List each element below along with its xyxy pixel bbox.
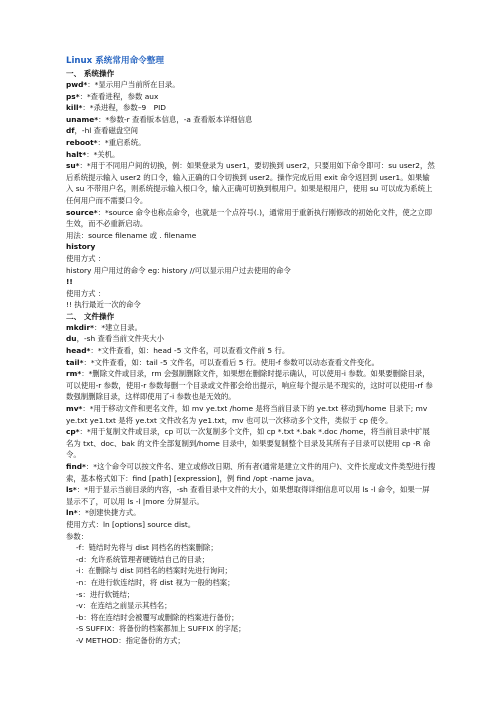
command-name: cp* xyxy=(66,427,80,437)
entry-df xyxy=(66,125,436,137)
command-desc: ，-hl 查看磁盘空间 xyxy=(74,126,139,136)
command-desc: ：*用于复制文件或目录，cp 可以一次复制多个文件，如 cp *.txt *.bak *.doc /home，将当前目录中扩展名为 txt、doc、bak 的文件全部复制到/home 目录中，如果要复制整个目录及其所有子目录可以使用 cp -R 命令。 xyxy=(66,427,431,460)
command-name: rm* xyxy=(66,369,82,379)
entry-pwd xyxy=(66,79,436,91)
param-item: -b：将在连结时会被覆写或删除的档案进行备份； xyxy=(76,612,239,622)
entry-tail xyxy=(66,357,436,369)
entry-cp xyxy=(66,426,436,461)
command-name: pwd* xyxy=(66,80,88,89)
history-usage-label: 使用方式 ： xyxy=(66,253,106,263)
entry-source xyxy=(66,207,436,230)
entry-du xyxy=(66,333,436,345)
entry-ln xyxy=(66,507,436,519)
source-usage: 用法：source filename 或 . filename xyxy=(66,230,197,240)
command-name: reboot* xyxy=(66,137,98,147)
entry-head xyxy=(66,345,436,357)
entry-halt xyxy=(66,149,436,161)
command-desc: ：*删除文件或目录，rm 会强制删除文件，如果想在删除时提示确认，可以使用-i 参数。如果要删除目录，可以使用-r 参数，使用-r 参数每删一个目录或文件都会给出提示，响应每个提示是不现实的，这时可以使用-rf 参数强制删除目录，这样即使用了-i 参数也是无效的。 xyxy=(66,369,433,402)
entry-rm xyxy=(66,368,436,403)
command-desc: ：*用于移动文件和更名文件，如 mv ye.txt /home 是将当前目录下的 ye.txt 移动到/home 目录下; mv ye.txt ye1.txt 是将 ye.txt 文件改名为 ye1.txt，mv 也可以一次移动多个文件，类似于 cp 使令。 xyxy=(66,404,428,425)
command-desc: ：*查看进程，参数 aux xyxy=(79,91,159,101)
command-desc: ：*参数-r 查看版本信息，-a 查看版本详细信息 xyxy=(98,114,253,124)
params-label: 参数： xyxy=(66,531,89,541)
command-name: ln* xyxy=(66,508,78,518)
command-desc: ：*文件查看，如：tail -5 文件名，可以查看后 5 行。使用-f 参数可以动态查看文件变化。 xyxy=(83,357,380,367)
entry-kill xyxy=(66,102,436,114)
param-item: -i：在删除与 dist 同档名的档案时先进行询问； xyxy=(76,566,232,576)
command-name: halt* xyxy=(66,149,87,159)
param-item: -v：在连结之前显示其档名； xyxy=(76,601,172,611)
ln-usage: 使用方式：ln [options] source dist。 xyxy=(66,519,196,529)
command-desc: ：*文件查看，如：head -5 文件名，可以查看文件前 5 行。 xyxy=(90,346,290,356)
history-usage: history 用户用过的命令 eg: history //可以显示用户过去使用的命令 xyxy=(66,265,291,275)
command-name: du xyxy=(66,334,77,344)
command-name: head* xyxy=(66,346,91,356)
entry-ps xyxy=(66,91,436,103)
command-desc: ：*用于显示当前目录的内容，-sh 查看目录中文件的大小，如果想取得详细信息可以用 ls -l 命令，如果一屏显示不了，可以用 ls -l |more 分屏显示。 xyxy=(66,485,430,506)
command-name: kill* xyxy=(66,103,83,113)
command-name: source* xyxy=(66,207,98,217)
bang-usage-label: 使用方式 ： xyxy=(66,288,106,298)
command-bang: !! xyxy=(66,277,73,287)
command-desc: ，-sh 查看当前文件夹大小 xyxy=(76,334,165,344)
command-name: ps* xyxy=(66,91,80,101)
command-name: find* xyxy=(66,462,86,471)
entry-su xyxy=(66,160,436,206)
param-item: -s：进行软链结； xyxy=(76,589,135,599)
param-item: -f：链结时先将与 dist 同档名的档案删除； xyxy=(76,543,218,553)
entry-uname xyxy=(66,114,436,126)
entry-ls xyxy=(66,484,436,507)
command-name: mv* xyxy=(66,404,83,414)
entry-mv xyxy=(66,403,436,426)
param-item: -V METHOD：指定备份的方式； xyxy=(76,635,185,645)
command-history: history xyxy=(66,242,96,252)
command-name: su* xyxy=(66,161,80,171)
entry-reboot xyxy=(66,137,436,149)
param-item: -S SUFFIX：将备份的档案都加上 SUFFIX 的字尾； xyxy=(76,624,246,634)
command-desc: ：*创建快捷方式。 xyxy=(77,508,141,518)
entry-mkdir xyxy=(66,322,436,334)
command-name: mkdir* xyxy=(66,322,94,332)
entry-find xyxy=(66,461,436,484)
bang-usage: !! 执行最近一次的命令 xyxy=(66,300,141,310)
command-desc: ：*source 命令也称点命令，也就是一个点符号(.)，通常用于重新执行刚修改的初始化文件，使之立即生效，而不必重新启动。 xyxy=(66,207,432,229)
command-desc: ：*关机。 xyxy=(86,149,120,159)
command-desc: ：*用于不同用户间的切换，例：如果登录为 user1，要切换到 user2，只要用如下命令即可：su user2，然后系统提示输入 user2 的口令，输入正确的口令切换到 user2。操作完成后用 exit 命令返回到 user1。如果输入 su 不带用户名，则系统提示输入根口令，输入正确可切换到根用户。如果是根用户，使用 su 可以成为系统上任何用户而不需要口令。 xyxy=(66,161,435,205)
command-desc: ：*重启系统。 xyxy=(97,137,146,147)
command-name: ls* xyxy=(66,485,77,495)
param-item: -n：在进行软连结时，将 dist 视为一般的档案； xyxy=(76,577,235,587)
section-heading-file: 二、 文件操作 xyxy=(66,311,115,321)
command-desc: ：*这个命令可以按文件名、建立或修改日期、所有者(通常是建立文件的用户)、文件长度或文件类型进行搜索，基本格式如下：find [path] [expression]，例 find /opt -name java。 xyxy=(66,462,436,483)
param-item: -d：允许系统管理者硬链结自己的目录； xyxy=(76,554,210,564)
command-name: tail* xyxy=(66,357,84,367)
command-desc: ：*杀进程，参数–9 PID xyxy=(82,103,166,113)
page-title: Linux 系统常用命令整理 xyxy=(66,56,164,66)
section-heading-system: 一、 系统操作 xyxy=(66,69,115,78)
command-name: df xyxy=(66,126,75,136)
command-desc: ：*建立目录。 xyxy=(93,322,142,332)
command-desc: ：*显示用户当前所在目录。 xyxy=(87,80,180,89)
command-name: uname* xyxy=(66,114,99,124)
